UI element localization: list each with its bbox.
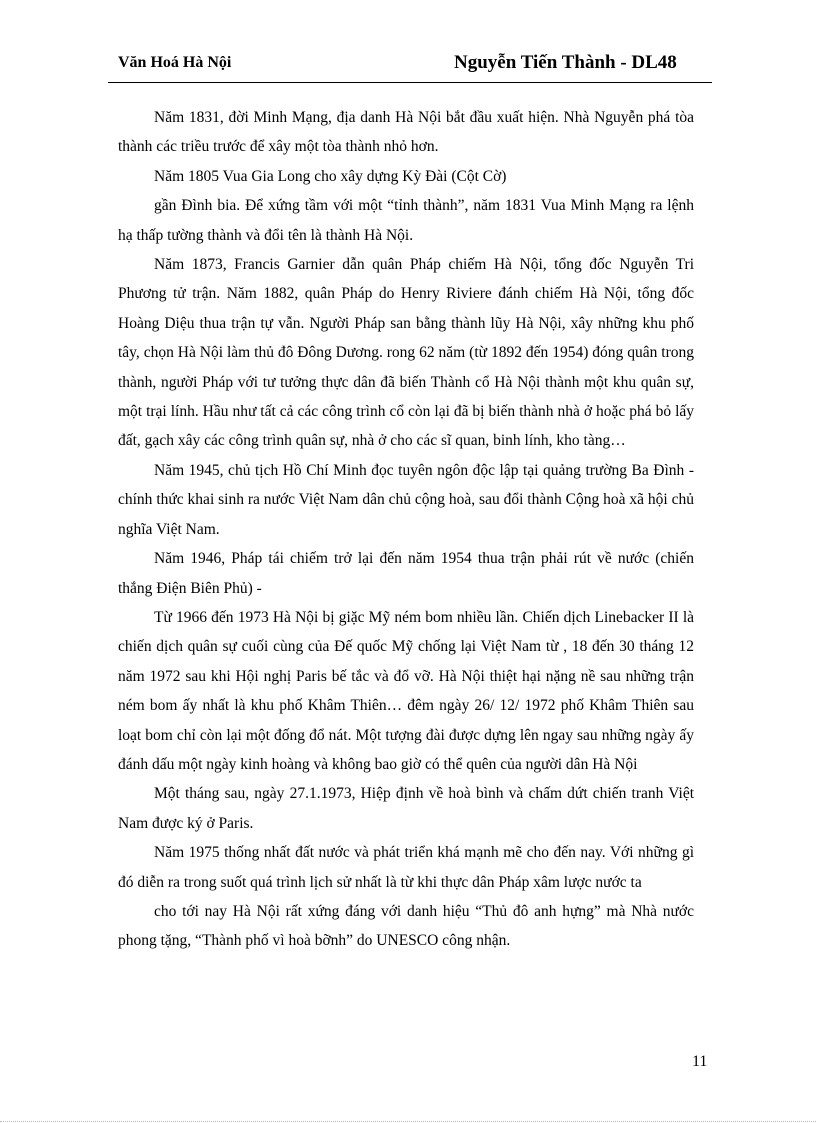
- paragraph: Năm 1805 Vua Gia Long cho xây dựng Kỳ Đài (Cột Cờ): [154, 167, 507, 185]
- document-body: [118, 103, 694, 956]
- paragraph: gần Đình bia. Để xứng tầm với một “tỉnh thành”, năm 1831 Vua Minh Mạng ra lệnh hạ thấp tường thành và đổi tên là thành Hà Nội.: [118, 197, 694, 244]
- paragraph: Năm 1831, đời Minh Mạng, địa danh Hà Nội bắt đầu xuất hiện. Nhà Nguyễn phá tòa thành các triều trước để xây một tòa thành nhỏ hơn.: [118, 109, 694, 156]
- header-author: Nguyễn Tiến Thành - DL48: [454, 52, 677, 73]
- header-title: Văn Hoá Hà Nội: [118, 54, 232, 71]
- paragraph: Từ 1966 đến 1973 Hà Nội bị giặc Mỹ ném bom nhiều lần. Chiến dịch Linebacker II là chiến dịch quân sự cuối cùng của Đế quốc Mỹ chống lại Việt Nam từ , 18 đến 30 tháng 12 năm 1972 sau khi Hội nghị Paris bế tắc và đổ vỡ. Hà Nội thiệt hại nặng nề sau những trận ném bom ấy nhất là khu phố Khâm Thiên… đêm ngày 26/ 12/ 1972 phố Khâm Thiên sau loạt bom chỉ còn lại một đống đổ nát. Một tượng đài được dựng lên ngay sau những ngày ấy đánh dấu một ngày kinh hoàng và không bao giờ có thể quên của người dân Hà Nội: [118, 608, 694, 773]
- paragraph: cho tới nay Hà Nội rất xứng đáng với danh hiệu “Thủ đô anh hựng” mà Nhà nước phong tặng, “Thành phố vì hoà bỡnh” do UNESCO công nhận.: [118, 902, 694, 950]
- header-divider: [108, 82, 712, 83]
- paragraph: Năm 1946, Pháp tái chiếm trở lại đến năm 1954 thua trận phải rút về nước (chiến thắng Điện Biên Phủ) -: [118, 550, 694, 597]
- page-bottom-edge: [0, 1121, 816, 1122]
- paragraph: Năm 1975 thống nhất đất nước và phát triển khá mạnh mẽ cho đến nay. Với những gì đó diễn ra trong suốt quá trình lịch sử nhất là từ khi thực dân Pháp xâm lược nước ta: [118, 844, 694, 891]
- paragraph: Năm 1873, Francis Garnier dẫn quân Pháp chiếm Hà Nội, tổng đốc Nguyễn Tri Phương tử trận. Năm 1882, quân Pháp do Henry Riviere đánh chiếm Hà Nội, tổng đốc Hoàng Diệu thua trận tự vẫn. Người Pháp san bằng thành lũy Hà Nội, xây những khu phố tây, chọn Hà Nội làm thủ đô Đông Dương. rong 62 năm (từ 1892 đến 1954) đóng quân trong thành, người Pháp với tư tưởng thực dân đã biến Thành cổ Hà Nội thành một khu quân sự, một trại lính. Hầu như tất cả các công trình cổ còn lại đã bị biến thành nhà ở hoặc phá bỏ lấy đất, gạch xây các công trình quân sự, nhà ở cho các sĩ quan, binh lính, kho tàng…: [118, 256, 694, 450]
- paragraph: Năm 1945, chủ tịch Hồ Chí Minh đọc tuyên ngôn độc lập tại quảng trường Ba Đình - chính thức khai sinh ra nước Việt Nam dân chủ cộng hoà, sau đổi thành Cộng hoà xã hội chủ nghĩa Việt Nam.: [118, 461, 694, 538]
- page-header: [118, 54, 712, 78]
- paragraph: Một tháng sau, ngày 27.1.1973, Hiệp định về hoà bình và chấm dứt chiến tranh Việt Nam được ký ở Paris.: [118, 785, 694, 832]
- page-number: 11: [692, 1053, 708, 1070]
